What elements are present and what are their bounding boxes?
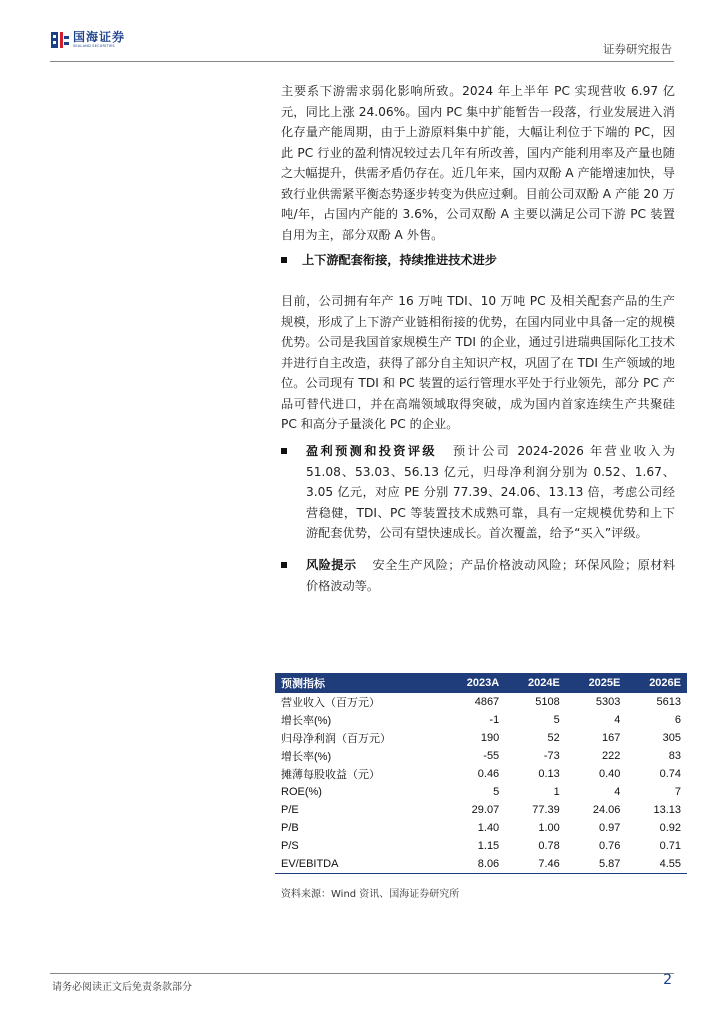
risk-text: 安全生产风险；产品价格波动风险；环保风险；原材料价格波动等。 — [306, 558, 676, 593]
table-cell: 5.87 — [566, 855, 627, 874]
company-logo — [50, 30, 125, 50]
rating-lead: 盈利预测和投资评级 — [306, 444, 437, 458]
table-cell: 摊薄每股收益（元） — [281, 769, 380, 781]
table-header-cell: 2024E — [505, 673, 566, 693]
logo-english-name: SEALAND SECURITIES — [73, 44, 115, 48]
table-header-cell: 2026E — [626, 673, 687, 693]
table-cell: 5108 — [535, 696, 560, 708]
table-cell: 4.55 — [626, 855, 687, 874]
sealand-logo-icon — [50, 30, 70, 50]
table-cell: 305 — [662, 732, 681, 744]
table-cell: 5 — [493, 786, 500, 798]
table-cell: 7.46 — [505, 855, 566, 874]
section-paragraph: 目前，公司拥有年产 16 万吨 TDI、10 万吨 PC 及相关配套产品的生产规模，形成了上下游产业链相衔接的优势，在国内同业中具备一定的规模优势。公司是我国首家规模生产 TDI 的企业，通过引进瑞典国际化工技术并进行自主改造，获得了部分自主知识产权，巩固了在 TDI 生产领域的地位。公司现有 TDI 和 PC 装置的运行管理水平处于行业领先，部分 PC 产品可替代进口，并在高端领域取得突破，成为国内首家连续生产共聚硅 PC 和高分子量淡化 PC 的企业。 — [281, 294, 675, 431]
table-cell: 4 — [614, 786, 621, 798]
table-cell: 1.40 — [477, 822, 500, 834]
table-cell: 52 — [547, 732, 560, 744]
table-cell: 222 — [602, 750, 621, 762]
risk-block — [281, 555, 675, 596]
table-header-row — [275, 673, 687, 693]
section-bullet-icon — [281, 257, 287, 263]
table-cell: 0.40 — [598, 768, 621, 780]
table-cell: 83 — [668, 750, 681, 762]
report-type-label: 证券研究报告 — [603, 42, 672, 56]
intro-paragraph: 主要系下游需求弱化影响所致。2024 年上半年 PC 实现营收 6.97 亿元，同比上涨 24.06%。国内 PC 集中扩能暂告一段落，行业发展进入消化存量产能周期，由于上游原料集中扩能，大幅让利位于下端的 PC，因此 PC 行业的盈利情况较过去几年有所改善，国内产能利用率及产量也随之大幅提升，供需矛盾仍存在。近几年来，国内双酚 A 产能增速加快，导致行业供需紧平衡态势逐步转变为供应过剩。目前公司双酚 A 产能 20 万吨/年，占国内产能的 3.6%，公司双酚 A 主要以满足公司下游 PC 装置自用为主，部分双酚 A 外售。 — [281, 84, 675, 242]
table-cell: 0.71 — [659, 840, 681, 852]
logo-chinese-name: 国海证券 — [73, 30, 126, 44]
section-heading — [281, 251, 675, 268]
page-header — [0, 0, 724, 66]
table-cell: 5303 — [595, 696, 621, 708]
rating-text: 预计公司 2024-2026 年营业收入为 51.08、53.03、56.13 亿元，归母净利润分别为 0.52、1.67、3.05 亿元，对应 PE 分别 77.39、24.06、13.13 倍，考虑公司经营稳健，TDI、PC 等装置技术成熟可靠，具有一定规模优势和上下游配套优势，公司有望快速成长。首次覆盖，给予“买入”评级。 — [306, 444, 675, 540]
table-cell: 24.06 — [592, 804, 621, 816]
forecast-table — [275, 673, 687, 874]
table-row — [275, 765, 687, 783]
table-row — [275, 855, 687, 874]
section-title: 上下游配套衔接，持续推进技术进步 — [302, 253, 497, 267]
table-cell: 0.76 — [598, 840, 621, 852]
table-cell: 1 — [553, 786, 560, 798]
table-cell: P/B — [281, 822, 299, 834]
table-cell: 归母净利润（百万元） — [281, 733, 391, 745]
table-cell: 6 — [674, 714, 681, 726]
header-divider — [50, 61, 674, 62]
table-row — [275, 801, 687, 819]
table-cell: EV/EBITDA — [275, 855, 444, 874]
table-cell: 0.46 — [477, 768, 500, 780]
footer-divider — [50, 973, 674, 974]
table-cell: 4867 — [474, 696, 500, 708]
table-cell: 0.97 — [598, 822, 621, 834]
table-cell: P/S — [281, 840, 299, 852]
table-source-note: 资料来源：Wind 资讯、国海证券研究所 — [281, 889, 460, 900]
table-cell: -1 — [489, 714, 500, 726]
table-cell: 0.92 — [659, 822, 681, 834]
table-cell: -55 — [483, 750, 500, 762]
table-cell: 4 — [614, 714, 621, 726]
table-cell: 0.13 — [538, 768, 560, 780]
table-header-cell: 2023A — [444, 673, 505, 693]
table-header-cell: 2025E — [566, 673, 627, 693]
rating-bullet-icon — [281, 448, 287, 454]
table-row — [275, 729, 687, 747]
table-row — [275, 783, 687, 801]
table-cell: -73 — [543, 750, 560, 762]
table-cell: 77.39 — [532, 804, 560, 816]
table-row — [275, 747, 687, 765]
table-cell: 190 — [480, 732, 500, 744]
table-cell: 1.00 — [538, 822, 560, 834]
rating-block — [281, 441, 675, 544]
table-header-cell: 预测指标 — [275, 673, 444, 693]
table-cell: 5613 — [656, 696, 681, 708]
table-cell: 8.06 — [444, 855, 505, 874]
table-cell: 29.07 — [471, 804, 500, 816]
table-cell: 5 — [553, 714, 560, 726]
table-cell: ROE(%) — [281, 786, 322, 798]
table-cell: 营业收入（百万元） — [281, 697, 380, 709]
table-cell: 0.74 — [659, 768, 681, 780]
table-cell: 增长率(%) — [281, 751, 332, 763]
table-cell: P/E — [281, 804, 299, 816]
table-cell: 7 — [674, 786, 681, 798]
table-cell: 1.15 — [477, 840, 500, 852]
table-cell: 增长率(%) — [281, 715, 332, 727]
table-cell: 13.13 — [653, 804, 681, 816]
disclaimer-link[interactable]: 请务必阅读正文后免责条款部分 — [52, 982, 192, 993]
table-cell: 167 — [602, 732, 621, 744]
table-row — [275, 819, 687, 837]
table-row — [275, 837, 687, 855]
risk-bullet-icon — [281, 562, 287, 568]
table-row — [275, 711, 687, 729]
table-row — [275, 693, 687, 711]
table-cell: 0.78 — [538, 840, 560, 852]
page-number: 2 — [663, 972, 672, 988]
risk-lead: 风险提示 — [306, 558, 357, 572]
